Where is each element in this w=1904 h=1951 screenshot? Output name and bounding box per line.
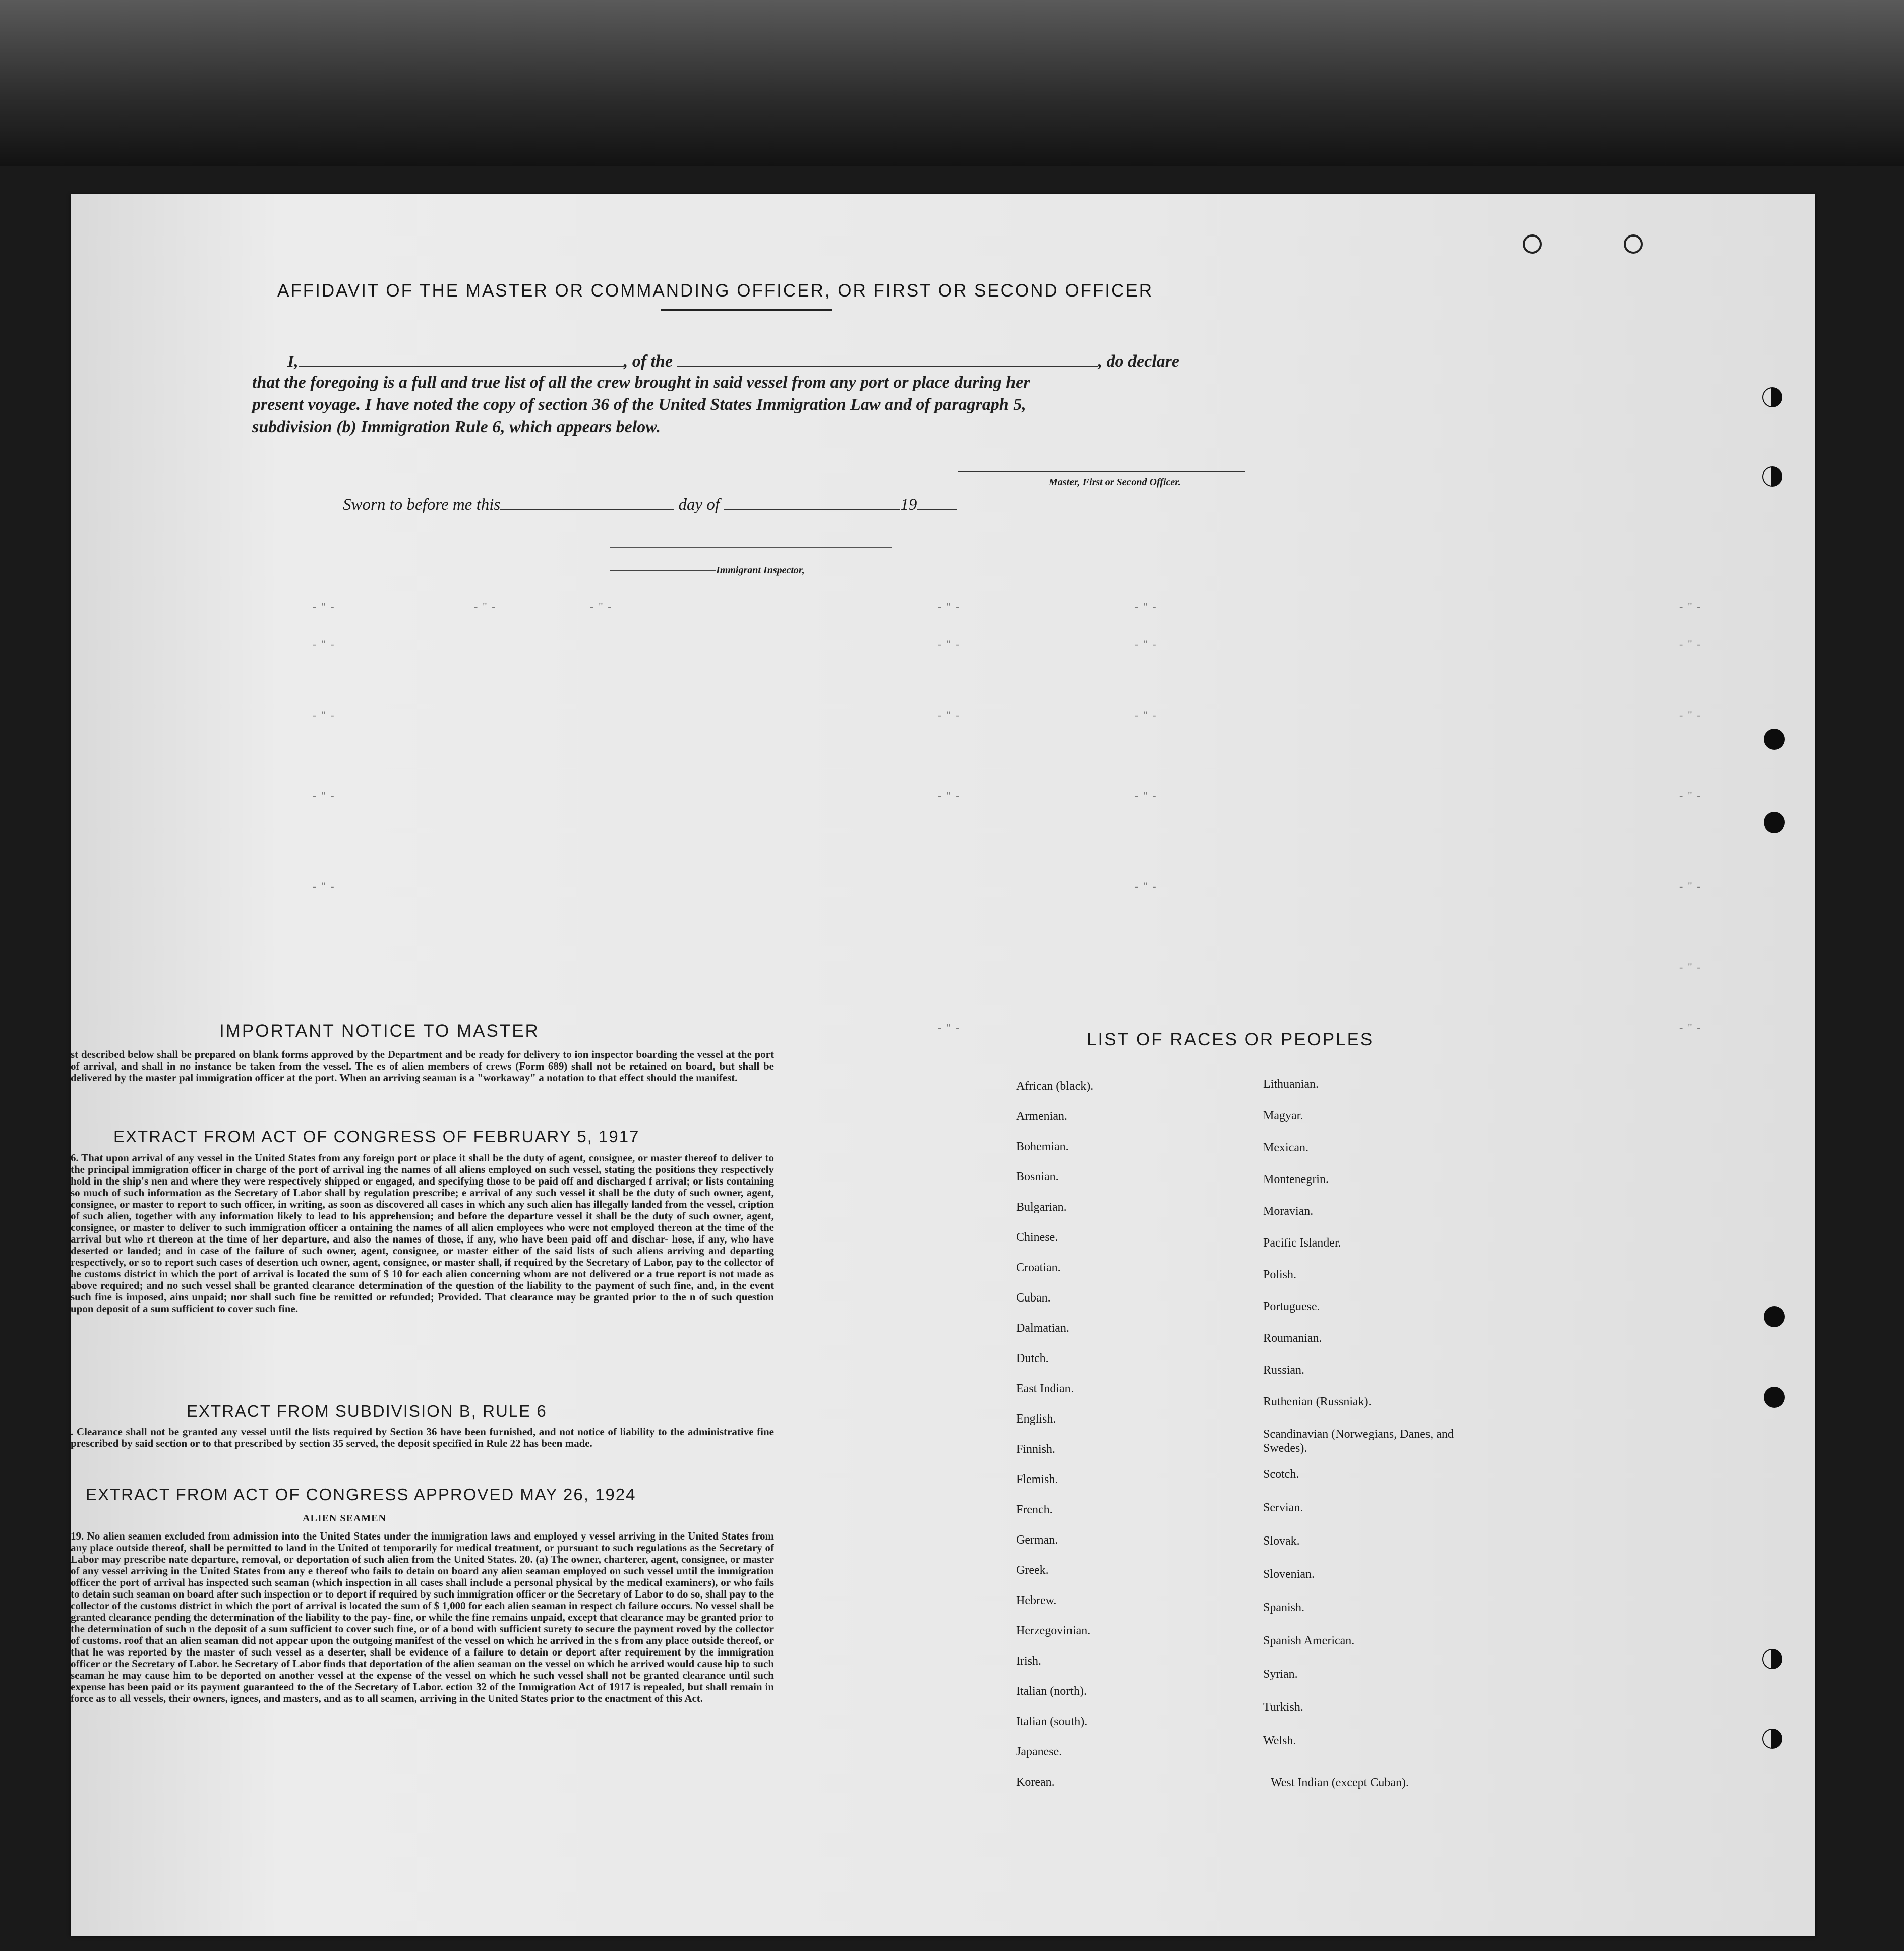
race-item: Chinese. <box>1016 1231 1058 1244</box>
ditto-mark: - " - <box>313 789 335 802</box>
race-item: Portuguese. <box>1263 1300 1320 1313</box>
race-item: Mexican. <box>1263 1141 1308 1154</box>
year-prefix: 19 <box>900 496 917 514</box>
race-item: English. <box>1016 1412 1056 1426</box>
races-title: LIST OF RACES OR PEOPLES <box>1087 1030 1374 1049</box>
ditto-mark: - " - <box>938 638 961 651</box>
ditto-mark: - " - <box>474 600 497 613</box>
affidavit-of-the: , of the <box>623 352 673 371</box>
race-item: French. <box>1016 1503 1053 1516</box>
signature-label: Master, First or Second Officer. <box>1049 477 1181 488</box>
race-item: Finnish. <box>1016 1443 1056 1456</box>
race-item: Moravian. <box>1263 1205 1314 1218</box>
day-blank <box>500 496 674 510</box>
affidavit-i: I, <box>287 352 299 371</box>
manifest-page <box>71 194 1815 1936</box>
race-item: Turkish. <box>1263 1701 1303 1714</box>
sworn-line <box>343 496 957 514</box>
race-item: Hebrew. <box>1016 1594 1057 1607</box>
race-item: German. <box>1016 1533 1058 1547</box>
race-item: Welsh. <box>1263 1734 1296 1747</box>
race-item: Syrian. <box>1263 1668 1298 1681</box>
race-item: Scandinavian (Norwegians, Danes, and Swedes). <box>1263 1428 1454 1455</box>
ditto-mark: - " - <box>938 789 961 802</box>
race-item: Bohemian. <box>1016 1140 1069 1153</box>
race-item: Italian (south). <box>1016 1715 1088 1728</box>
year-blank <box>917 496 957 510</box>
race-item: Spanish. <box>1263 1601 1305 1614</box>
race-item: Slovak. <box>1263 1534 1300 1548</box>
ditto-mark: - " - <box>1135 789 1157 802</box>
ditto-mark: - " - <box>1679 638 1702 651</box>
ditto-mark: - " - <box>1679 880 1702 893</box>
binder-hole <box>1764 812 1785 833</box>
race-item: Bulgarian. <box>1016 1201 1067 1214</box>
race-item: Russian. <box>1263 1364 1305 1377</box>
extract-1924-body: 19. No alien seamen excluded from admission into the United States under the immigration laws and employed y vessel arriving in the United States from any place outside thereof, shall be permitted to land in the United ot temporarily for medical treatment, or pursuant to such regulations as the Secretary of Labor may prescribe nate departure, removal, or deportation of such alien from the United States. 20. (a) The owner, charterer, agent, consignee, or master of any vessel arriving in the United States from any e thereof who fails to detain on board any alien seaman employed on such vessel until the immigration officer the port of arrival has inspected such seaman (which inspection in all cases shall include a personal physical by the medical examiners), or who fails to detain such seaman on board after such inspection or to deport if required by such immigration officer or the Secretary of Labor to do so, shall pay to the collector of the customs district in which the port of arrival is located the sum of $ 1,000 for each alien seaman in respect ch failure occurs. No vessel shall be granted clearance pending the determination of the liability to the pay- fine, or while the fine remains unpaid, except that clearance may be granted prior to the determination of such n the deposit of a sum sufficient to cover such fine, or of a bond with sufficient surety to secure the payment roved by the collector of customs. roof that an alien seaman did not appear upon the outgoing manifest of the vessel on which he arrived in the s from any place outside thereof, or that he was reported by the master of such vessel as a deserter, shall be evidence of a failure to detain or deport after requirement by the immigration officer or the Secretary of Labor. he Secretary of Labor finds that deportation of the alien seaman on the vessel on which he arrived would cause hip to such seaman he may cause him to be deported on another vessel at the expense of the vessel on which he such vessel shall not be granted clearance until such expense has been paid or its payment guaranteed to the of the Secretary of Labor. ection 32 of the Immigration Act of 1917 is repealed, but shall remain in force as to all vessels, their owners, ignees, and masters, and as to all seamen, arriving in the United States prior to the enactment of this Act. <box>71 1530 774 1704</box>
affidavit-line-1 <box>287 350 1179 373</box>
race-item: Korean. <box>1016 1776 1055 1789</box>
ditto-mark: - " - <box>1679 1021 1702 1034</box>
ditto-mark: - " - <box>590 600 613 613</box>
extract-1917-body: 6. That upon arrival of any vessel in the United States from any foreign port or place it shall be the duty of agent, consignee, or master thereof to deliver to the principal immigration officer in charge of the port of arrival ing the names of all aliens employed on such vessel, stating the positions they respectively hold in the ship's nen and where they were respectively shipped or engaged, and specifying those to be paid off and discharged f arrival; or lists containing so much of such information as the Secretary of Labor shall by regulation prescribe; e arrival of any such vessel it shall be the duty of such owner, agent, consignee, or master to report to such officer, in writing, as soon as discovered all cases in which any such alien has illegally landed from the vessel, cription of such alien, together with any information likely to lead to his apprehension; and before the departure vessel it shall be the duty of such owner, agent, consignee, or master to deliver to such immigration officer a ontaining the names of all alien employees who were not employed thereon at the time of the arrival but who rt thereon at the time of her departure, and also the names of those, if any, who have been paid off and dischar- hose, if any, who have deserted or landed; and in case of the failure of such owner, agent, consignee, or master either of the said lists of such aliens arriving and departing respectively, or so to report such cases of desertion uch owner, agent, consignee, or master shall, if required by the Secretary of Labor, pay to the collector of he customs district in which the port of arrival is located the sum of $ 10 for each alien concerning whom are not delivered or a true report is not made as above required; and no such vessel shall be granted clearance determination of the question of the liability to the payment of such fine, and, in the event such fine is imposed, ains unpaid; nor shall such fine be remitted or refunded; Provided. That clearance may be granted prior to the n of such question upon deposit of a sum sufficient to cover such fine. <box>71 1152 774 1315</box>
extract-1924-subtitle: ALIEN SEAMEN <box>303 1513 386 1524</box>
race-item: Lithuanian. <box>1263 1078 1319 1091</box>
race-item: Polish. <box>1263 1268 1297 1281</box>
race-item: East Indian. <box>1016 1382 1074 1395</box>
binder-hole <box>1764 1306 1785 1327</box>
race-item: West Indian (except Cuban). <box>1271 1776 1409 1789</box>
ditto-mark: - " - <box>1135 880 1157 893</box>
ditto-mark: - " - <box>938 600 961 613</box>
binder-hole <box>1762 387 1782 407</box>
ditto-mark: - " - <box>313 638 335 651</box>
affidavit-title: AFFIDAVIT OF THE MASTER OR COMMANDING OFFICER, OR FIRST OR SECOND OFFICER <box>277 281 1154 301</box>
binder-hole <box>1523 234 1542 254</box>
ditto-mark: - " - <box>1135 638 1157 651</box>
name-blank <box>299 352 624 367</box>
race-item: Italian (north). <box>1016 1685 1087 1698</box>
race-item: Spanish American. <box>1263 1634 1355 1647</box>
vessel-blank <box>677 352 1098 367</box>
title-underline <box>661 309 832 311</box>
race-item: Pacific Islander. <box>1263 1236 1341 1250</box>
race-item: Ruthenian (Russniak). <box>1263 1395 1372 1408</box>
notice-title: IMPORTANT NOTICE TO MASTER <box>219 1021 540 1041</box>
race-item: African (black). <box>1016 1080 1094 1093</box>
race-item: Bosnian. <box>1016 1170 1059 1184</box>
race-item: Cuban. <box>1016 1291 1051 1305</box>
ditto-mark: - " - <box>1679 600 1702 613</box>
race-item: Roumanian. <box>1263 1332 1322 1345</box>
ditto-mark: - " - <box>1679 708 1702 721</box>
signature-line <box>958 471 1245 472</box>
affidavit-line-2: that the foregoing is a full and true list of all the crew brought in said vessel from any port or place during her <box>252 373 1030 392</box>
ditto-mark: - " - <box>938 708 961 721</box>
race-item: Greek. <box>1016 1564 1049 1577</box>
ditto-mark: - " - <box>313 708 335 721</box>
binder-hole <box>1762 466 1782 487</box>
affidavit-line-3: present voyage. I have noted the copy of section 36 of the United States Immigration Law and of paragraph 5, <box>252 395 1026 414</box>
extract-1924-title: EXTRACT FROM ACT OF CONGRESS APPROVED MAY 26, 1924 <box>86 1485 636 1504</box>
scanner-top-band <box>0 0 1904 166</box>
ditto-mark: - " - <box>1679 961 1702 973</box>
ditto-mark: - " - <box>313 880 335 893</box>
inspector-line-short <box>610 570 716 571</box>
inspector-line <box>610 547 892 548</box>
race-item: Slovenian. <box>1263 1568 1315 1581</box>
inspector-label: Immigrant Inspector, <box>716 565 805 576</box>
notice-body: st described below shall be prepared on blank forms approved by the Department and be ready for delivery to ion inspector boarding the vessel at the port of arrival, and shall in no instance be taken from the vessel. The es of alien members of crews (Form 689) shall not be retained on board, but shall be delivered by the master pal immigration officer at the port. When an arriving seaman is a "workaway" a notation to that effect should the manifest. <box>71 1049 774 1084</box>
ditto-mark: - " - <box>313 600 335 613</box>
ditto-mark: - " - <box>1135 708 1157 721</box>
binder-hole <box>1624 234 1643 254</box>
rule6-body: . Clearance shall not be granted any vessel until the lists required by Section 36 have been furnished, and not notice of liability to the administrative fine prescribed by said section or to that prescribed by section 35 served, the deposit specified in Rule 22 has been made. <box>71 1426 774 1449</box>
ditto-mark: - " - <box>1679 789 1702 802</box>
rule6-title: EXTRACT FROM SUBDIVISION B, RULE 6 <box>187 1402 547 1421</box>
ditto-mark: - " - <box>1135 600 1157 613</box>
race-item: Croatian. <box>1016 1261 1061 1274</box>
race-item: Armenian. <box>1016 1110 1067 1123</box>
binder-hole <box>1762 1729 1782 1749</box>
month-blank <box>724 496 900 510</box>
day-of-text: day of <box>678 496 720 514</box>
ditto-mark: - " - <box>938 1021 961 1034</box>
affidavit-declare: , do declare <box>1098 352 1179 371</box>
binder-hole <box>1764 1387 1785 1408</box>
race-item: Irish. <box>1016 1654 1041 1668</box>
race-item: Dalmatian. <box>1016 1322 1069 1335</box>
race-item: Servian. <box>1263 1501 1303 1514</box>
race-item: Scotch. <box>1263 1468 1299 1481</box>
race-item: Japanese. <box>1016 1745 1062 1758</box>
race-item: Dutch. <box>1016 1352 1049 1365</box>
binder-hole <box>1762 1649 1782 1669</box>
race-item: Flemish. <box>1016 1473 1058 1486</box>
race-item: Montenegrin. <box>1263 1173 1329 1186</box>
extract-1917-title: EXTRACT FROM ACT OF CONGRESS OF FEBRUARY 5, 1917 <box>113 1127 640 1146</box>
race-item: Magyar. <box>1263 1109 1303 1122</box>
race-item: Herzegovinian. <box>1016 1624 1091 1637</box>
affidavit-line-4: subdivision (b) Immigration Rule 6, which appears below. <box>252 418 661 436</box>
sworn-text: Sworn to before me this <box>343 496 501 514</box>
binder-hole <box>1764 729 1785 750</box>
